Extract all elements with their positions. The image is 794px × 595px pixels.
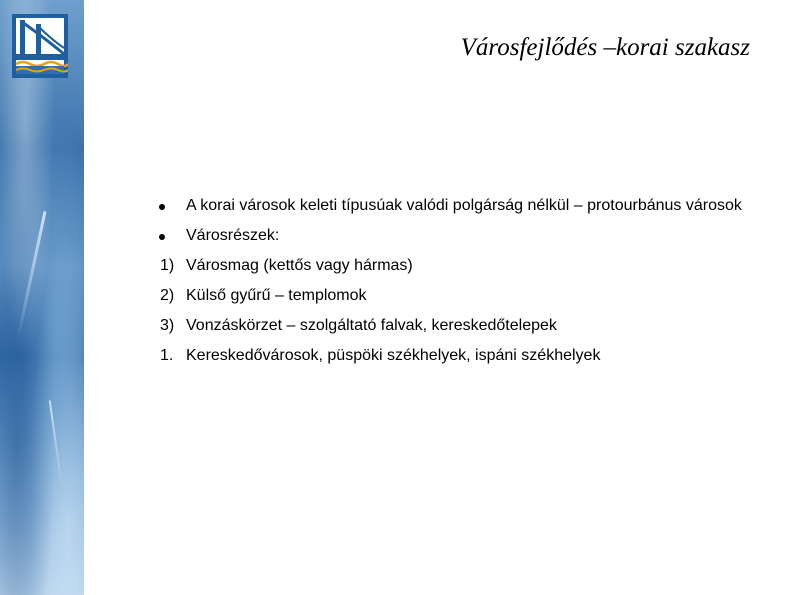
bullet-dot-icon (159, 234, 165, 240)
list-item (150, 346, 750, 366)
number-marker: 1. (160, 347, 174, 364)
decorative-streak (49, 400, 64, 489)
decorative-streak (17, 211, 47, 339)
list-item (150, 226, 750, 246)
list-item-text: Kereskedővárosok, püspöki székhelyek, ispáni székhelyek (186, 347, 601, 364)
list-item (150, 196, 750, 216)
list-item-text: Városrészek: (186, 227, 280, 244)
number-marker: 3) (160, 317, 175, 334)
list-item-text: Vonzáskörzet – szolgáltató falvak, kereskedőtelepek (186, 317, 557, 334)
bullet-marker (150, 196, 186, 216)
slide-title: Városfejlődés –korai szakasz (460, 34, 750, 61)
bridge-logo-icon (12, 14, 68, 78)
number-marker: 1) (160, 257, 175, 274)
list-item (150, 256, 750, 276)
bullet-dot-icon (159, 204, 165, 210)
content-list (150, 196, 750, 376)
bullet-marker (150, 226, 186, 246)
decorative-side-band (0, 0, 84, 595)
list-item (150, 316, 750, 336)
list-item-text: Városmag (kettős vagy hármas) (186, 257, 413, 274)
list-item (150, 286, 750, 306)
list-item-text: Külső gyűrű – templomok (186, 287, 367, 304)
number-marker: 2) (160, 287, 175, 304)
list-item-text: A korai városok keleti típusúak valódi polgárság nélkül – protourbánus városok (186, 197, 742, 214)
